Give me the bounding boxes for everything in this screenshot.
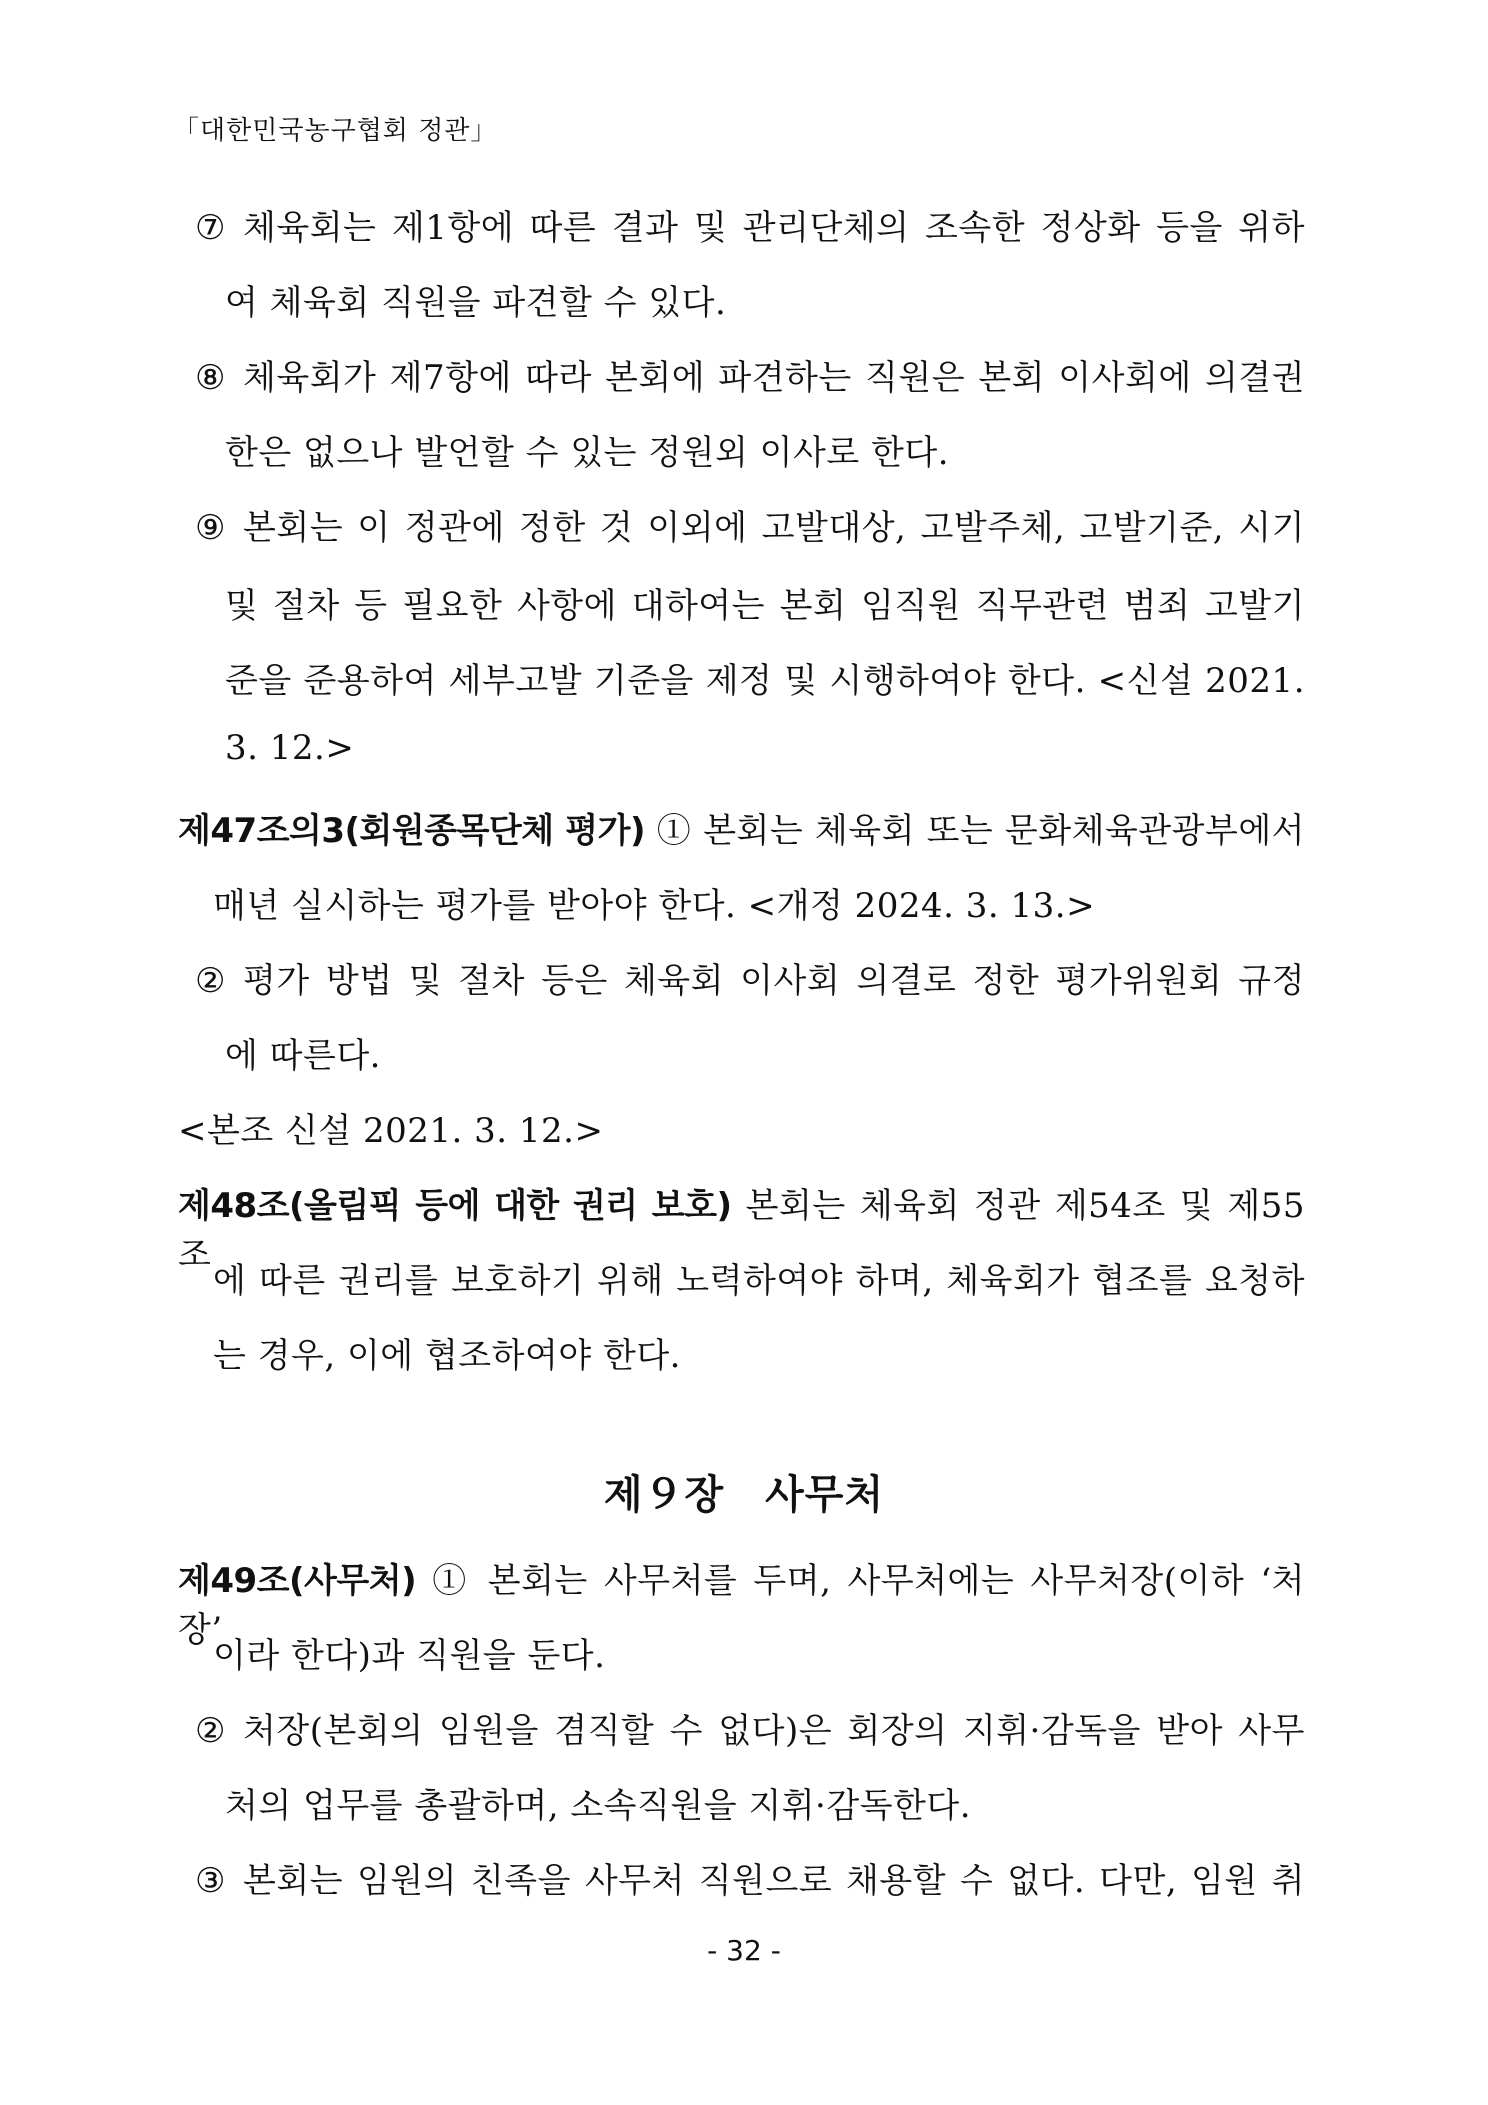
page-number: - 32 -: [707, 1934, 781, 1967]
article-48-line-2: 에 따른 권리를 보호하기 위해 노력하여야 하며, 체육회가 협조를 요청하: [213, 1261, 1305, 1301]
paragraph-9-line-2: 및 절차 등 필요한 사항에 대하여는 본회 임직원 직무관련 범죄 고발기: [225, 586, 1305, 626]
paragraph-7-line-1: [195, 200, 1305, 249]
chapter-9-heading: 제９장 사무처: [603, 1472, 885, 1518]
article-47-3-title: 제47조의3(회원종목단체 평가): [178, 811, 646, 851]
article-47-3-line-2: 매년 실시하는 평가를 받아야 한다. <개정 2024. 3. 13.>: [213, 886, 1096, 926]
paragraph-9-line-4: 3. 12.>: [225, 728, 355, 768]
article-49-para-2-line-2: 처의 업무를 총괄하며, 소속직원을 지휘·감독한다.: [225, 1786, 972, 1826]
article-49-title: 제49조(사무처): [178, 1561, 417, 1601]
paragraph-8-text: 체육회가 제7항에 따라 본회에 파견하는 직원은 본회 이사회에 의결권: [243, 358, 1305, 398]
paragraph-8-number: ⑧: [195, 358, 226, 398]
article-47-3-para-2-line-1: [195, 953, 1305, 1002]
article-49-para-2-text: 처장(본회의 임원을 겸직할 수 없다)은 회장의 지휘·감독을 받아 사무: [243, 1711, 1305, 1751]
article-49-para-3-number: ③: [195, 1861, 226, 1901]
paragraph-9-number: ⑨: [195, 508, 226, 548]
paragraph-7-number: ⑦: [195, 208, 226, 248]
article-49-para-1-text: ① 본회는 사무처를 두며, 사무처에는 사무처장(이하 ‘처장’: [178, 1561, 1305, 1650]
paragraph-7-line-2: 여 체육회 직원을 파견할 수 있다.: [225, 283, 727, 323]
article-48-text: 본회는 체육회 정관 제54조 및 제55조: [178, 1186, 1305, 1275]
article-49-para-2-line-1: [195, 1703, 1305, 1752]
article-48-line-3: 는 경우, 이에 협조하여야 한다.: [213, 1336, 681, 1376]
paragraph-7-text: 체육회는 제1항에 따른 결과 및 관리단체의 조속한 정상화 등을 위하: [243, 208, 1305, 248]
document-header: 「대한민국농구협회 정관」: [173, 116, 498, 146]
article-47-3-para-2-line-2: 에 따른다.: [225, 1036, 381, 1076]
article-49-para-3-line-1: [195, 1853, 1305, 1902]
article-47-3-para-1-text: ① 본회는 체육회 또는 문화체육관광부에서: [656, 811, 1306, 851]
paragraph-9-text: 본회는 이 정관에 정한 것 이외에 고발대상, 고발주체, 고발기준, 시기: [243, 508, 1305, 548]
article-49-para-3-text: 본회는 임원의 친족을 사무처 직원으로 채용할 수 없다. 다만, 임원 취: [243, 1861, 1305, 1901]
article-48-title: 제48조(올림픽 등에 대한 권리 보호): [178, 1186, 732, 1226]
paragraph-8-line-1: [195, 350, 1305, 399]
paragraph-8-line-2: 한은 없으나 발언할 수 있는 정원외 이사로 한다.: [225, 433, 949, 473]
paragraph-9-line-1: [195, 500, 1305, 549]
article-47-3-note: <본조 신설 2021. 3. 12.>: [178, 1111, 604, 1151]
article-47-3-para-2-number: ②: [195, 961, 226, 1001]
paragraph-9-line-3: 준을 준용하여 세부고발 기준을 제정 및 시행하여야 한다. <신설 2021.: [225, 661, 1305, 701]
article-47-3-line-1: [178, 803, 1305, 852]
article-49-line-2: 이라 한다)과 직원을 둔다.: [213, 1636, 606, 1676]
article-49-para-2-number: ②: [195, 1711, 226, 1751]
article-47-3-para-2-text: 평가 방법 및 절차 등은 체육회 이사회 의결로 정한 평가위원회 규정: [243, 961, 1305, 1001]
